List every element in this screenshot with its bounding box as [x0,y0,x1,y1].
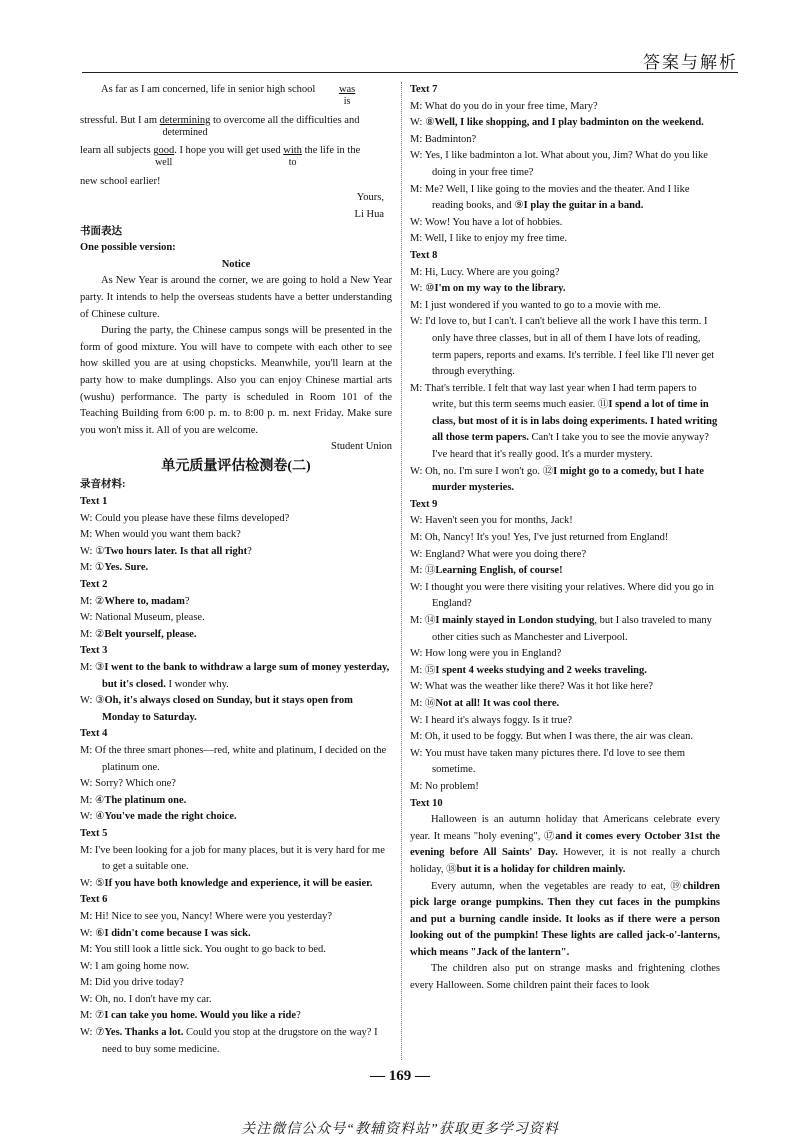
notice-title: Notice [221,258,251,270]
text-title: Text 2 [80,579,108,591]
dialogue-line: M: ②Where to, madam? [80,595,190,607]
text-title: Text 7 [410,84,438,95]
letter-line: learn all subjects good well . I hope you will get used with to the life in the [80,145,361,169]
text-title: Text 8 [410,249,438,261]
dialogue-line: M: Hi, Lucy. Where are you going? [410,266,560,278]
dialogue-line: M: I just wondered if you wanted to go to a movie with me. [410,299,661,311]
left-texts [80,494,392,1058]
dialogue-line: W: England? What were you doing there? [410,548,587,560]
dialogue-line: M: ⑮I spent 4 weeks studying and 2 weeks traveling. [410,664,647,676]
dialogue-line: W: National Museum, please. [80,612,205,624]
dialogue-line: W: ④You've made the right choice. [80,811,237,823]
dialogue-line: M: Of the three smart phones—red, white and platinum, I decided on the platinum one. [80,744,387,773]
dialogue-line: W: ⑦Yes. Thanks a lot. Could you stop at the drugstore on the way? I need to buy some medicine. [80,1027,378,1055]
dialogue-line: M: No problem! [410,780,479,792]
dialogue-line: M: Oh, it used to be foggy. But when I was there, the air was clean. [410,731,694,743]
dialogue-line: M: ⑭I mainly stayed in London studying, but I also traveled to many other cities such as Manchester and Liverpool. [410,615,712,643]
dialogue-line: W: Sorry? Which one? [80,778,176,790]
dialogue-line: M: Hi! Nice to see you, Nancy! Where were you yesterday? [80,910,333,922]
correction: determining determined [159,114,211,138]
dialogue-line: M: Me? Well, I like going to the movies and the theater. And I like reading books, and ⑨I play the guitar in a band. [410,183,690,212]
dialogue-line: W: ⑥I didn't come because I was sick. [80,927,251,939]
dialogue-line: M: ④The platinum one. [80,794,187,806]
column-divider [401,82,402,1060]
dialogue-line: W: I am going home now. [80,960,190,972]
dialogue-line: W: I thought you were there visiting your relatives. Where did you go in England? [410,581,714,610]
letter-line: As far as I am concerned, life in senior high school was is [101,84,356,107]
dialogue-line: W: Wow! You have a lot of hobbies. [410,216,563,228]
dialogue-line: M: ⑦I can take you home. Would you like a ride? [80,1010,301,1022]
right-column [410,82,720,995]
dialogue-line: W: Yes, I like badminton a lot. What about you, Jim? What do you like doing in your free time? [410,150,708,178]
dialogue-line: M: Oh, Nancy! It's you! Yes, I've just returned from England! [410,532,669,544]
text-title: Text 6 [80,894,108,906]
letter-line: new school earlier! [80,175,161,187]
dialogue-line: W: What was the weather like there? Was it hot like here? [410,681,654,693]
dialogue-line: W: ⑤If you have both knowledge and experience, it will be easier. [80,877,373,889]
notice-signoff: Student Union [331,441,392,453]
text-title: Text 4 [80,728,108,740]
correction: good well [153,145,175,169]
dialogue-line: W: How long were you in England? [410,648,562,660]
page-number: — 169 — [370,1068,430,1084]
text-title: Text 9 [410,498,438,510]
header-rule [82,72,738,73]
footer-note: 关注微信公众号“教辅资料站”获取更多学习资料 [241,1122,559,1137]
correction: with to [283,145,302,169]
dialogue-line: W: ⑧Well, I like shopping, and I play badminton on the weekend. [410,117,704,129]
dialogue-line: M: I've been looking for a job for many places, but it is very hard for me to get a suitable one. [80,844,385,873]
dialogue-line: M: You still look a little sick. You ought to go back to bed. [80,944,326,956]
text-title: Text 10 [410,797,443,809]
dialogue-line: M: That's terrible. I felt that way last year when I had term papers to write, but this term seems much easier. ⑪I spend a lot of time in class, but most of it is in labs doing experiments. I hated writing all those term papers. Can't I take you to see the movie anyway? I've heard that it's really good. It's a murder mystery. [410,382,718,461]
dialogue-line: M: Badminton? [410,133,477,145]
notice-para: As New Year is around the corner, we are going to hold a New Year party. It intends to help the overseas students have a better understanding of Chinese culture. [80,275,392,320]
dialogue-line: W: Could you please have these films developed? [80,512,290,524]
dialogue-line: M: What do you do in your free time, Mary? [410,100,598,112]
text-title: Text 5 [80,827,108,839]
text10-para: The children also put on strange masks and frightening clothes every Halloween. Some children paint their faces to look [410,963,720,992]
dialogue-line: M: ③I went to the bank to withdraw a large sum of money yesterday, but it's closed. I wonder why. [80,662,390,690]
unit-title: 单元质量评估检测卷(二) [161,458,311,474]
dialogue-line: W: Haven't seen you for months, Jack! [410,515,573,527]
correction: was is [338,84,356,107]
dialogue-line: W: ①Two hours later. Is that all right? [80,545,252,557]
text-title: Text 3 [80,645,108,657]
dialogue-line: M: Did you drive today? [80,977,184,989]
letter-signature: Li Hua [354,208,384,220]
dialogue-line: M: ①Yes. Sure. [80,562,149,574]
notice-para: During the party, the Chinese campus songs will be presented in the form of good mixture. You will have to compete with each other to see how skilled you are at using chopsticks. Meanwhile, you'll learn at the party how to make dumplings. Also you can enjoy Chinese martial arts (wushu) performance. The party is scheduled in Room 101 of the Teaching Building from 6:00 p. m. to 8:00 p. m. next Friday. Make sure you won't miss it. All of you are welcome. [80,325,392,436]
dialogue-line: W: ⑩I'm on my way to the library. [410,283,566,295]
letter-line: stressful. But I am determining determined to overcome all the difficulties and [80,114,360,138]
dialogue-line: W: ③Oh, it's always closed on Sunday, but it stays open from Monday to Saturday. [80,695,353,723]
writing-heading: 书面表达 [80,225,122,237]
left-column [80,82,392,1058]
version-label: One possible version: [80,242,176,254]
dialogue-line: W: Oh, no. I'm sure I won't go. ⑫I might go to a comedy, but I hate murder mysteries. [410,465,704,494]
text-title: Text 1 [80,496,108,508]
recording-label: 录音材料: [80,479,126,491]
page-header-title: 答案与解析 [643,53,738,72]
letter-closing: Yours, [356,192,384,204]
dialogue-line: W: I heard it's always foggy. Is it true? [410,714,573,726]
dialogue-line: M: Well, I like to enjoy my free time. [410,233,568,245]
dialogue-line: M: ⑯Not at all! It was cool there. [410,697,560,709]
text10-para: Every autumn, when the vegetables are ready to eat, ⑲children pick large orange pumpkins. Then they cut faces in the pumpkins and put a burning candle inside. It looks as if there were a person looking out of the pumpkin! These lights are called jack-o'-lanterns, which means "Jack of the lantern". [410,880,720,958]
text10-para: Halloween is an autumn holiday that Americans celebrate every year. It means "holy evening", ⑰and it comes every October 31st the evening before All Saints' Day. However, it is not really a church holiday, ⑱but it is a holiday for children mainly. [410,814,720,875]
dialogue-line: W: You must have taken many pictures there. I'd love to see them sometime. [410,747,686,776]
dialogue-line: M: When would you want them back? [80,529,241,541]
dialogue-line: M: ②Belt yourself, please. [80,628,197,640]
right-texts [410,82,720,796]
dialogue-line: W: Oh, no. I don't have my car. [80,993,212,1005]
dialogue-line: M: ⑬Learning English, of course! [410,565,563,577]
dialogue-line: W: I'd love to, but I can't. I can't believe all the work I have this term. I only have three classes, but in all of them I have lots of reading, term papers, reports and exams. It's terrible. I feel like I'll never get through everything. [410,316,715,378]
